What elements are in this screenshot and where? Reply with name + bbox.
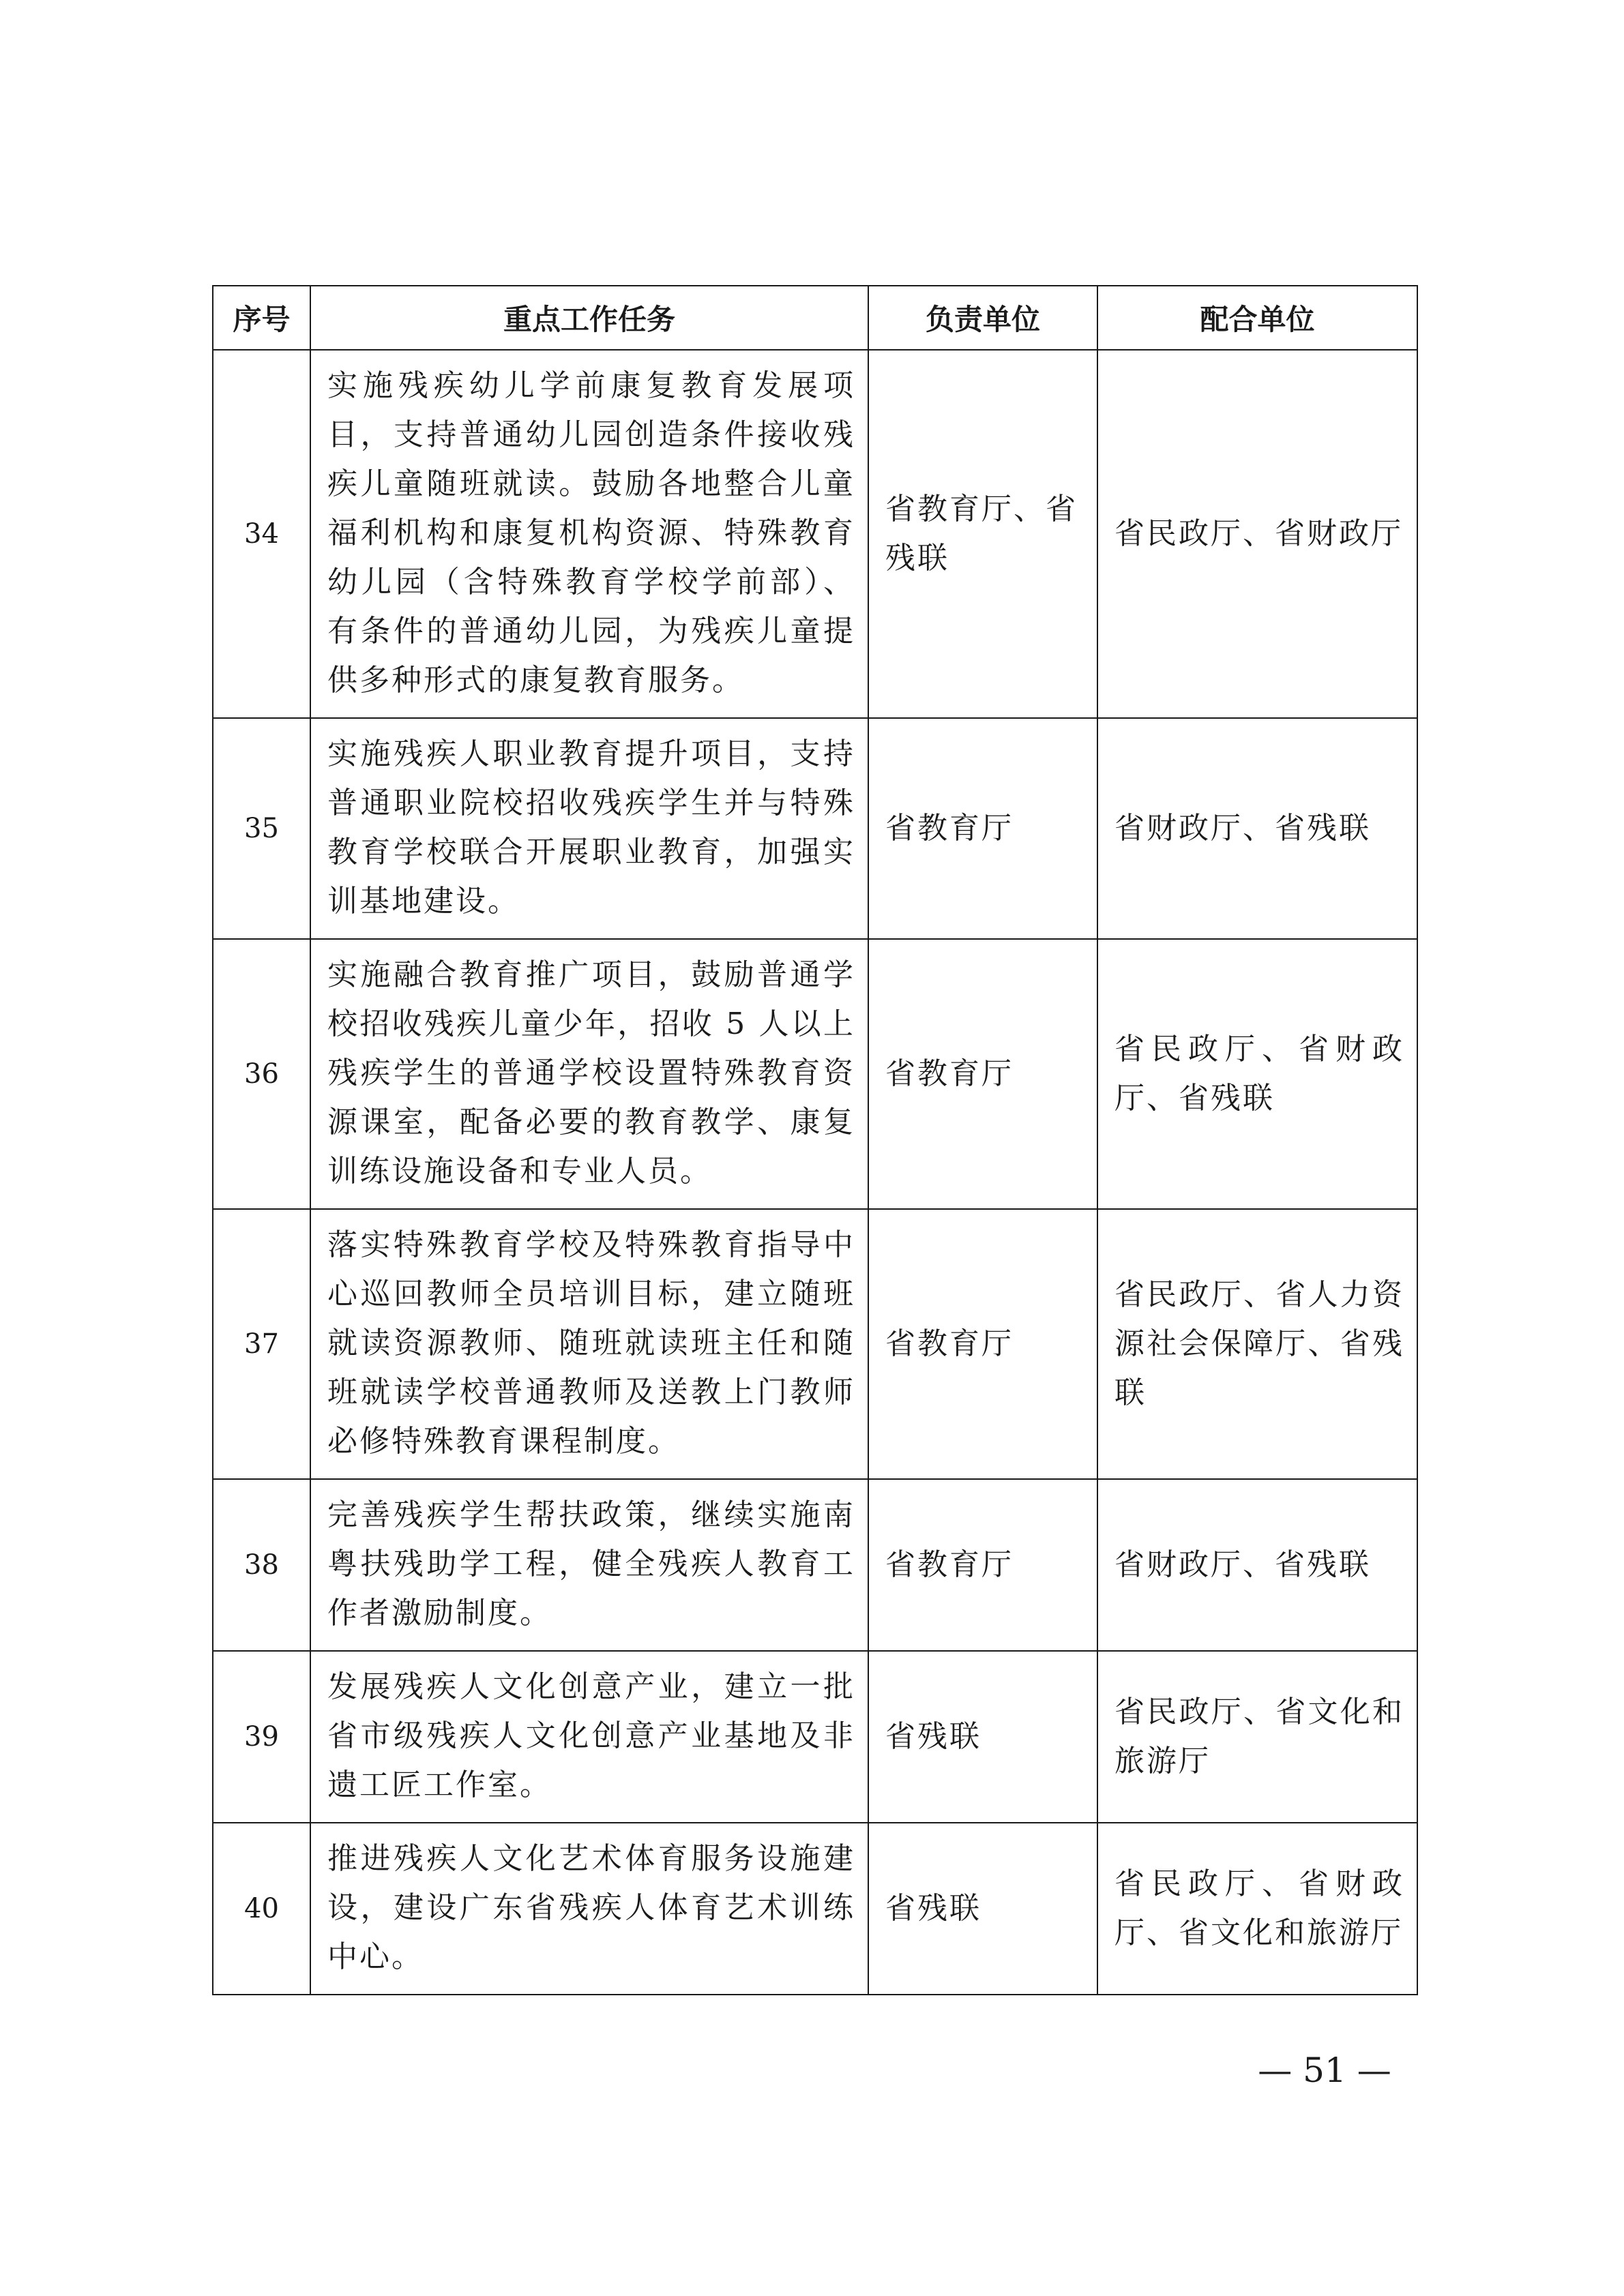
row-responsible-unit: 省教育厅 xyxy=(868,1209,1097,1479)
row-cooperating-unit: 省民政厅、省财政厅 xyxy=(1097,350,1417,718)
row-task-text: 实施残疾幼儿学前康复教育发展项目，支持普通幼儿园创造条件接收残疾儿童随班就读。鼓励各地整合儿童福利机构和康复机构资源、特殊教育幼儿园（含特殊教育学校学前部）、有条件的普通幼儿园，为残疾儿童提供多种形式的康复教育服务。 xyxy=(310,350,868,718)
row-serial-number: 35 xyxy=(213,718,310,939)
row-cooperating-unit: 省财政厅、省残联 xyxy=(1097,718,1417,939)
row-responsible-unit: 省教育厅 xyxy=(868,1479,1097,1651)
row-serial-number: 36 xyxy=(213,939,310,1209)
table-row xyxy=(213,939,1417,1209)
row-task-text: 完善残疾学生帮扶政策，继续实施南粤扶残助学工程，健全残疾人教育工作者激励制度。 xyxy=(310,1479,868,1651)
table-row xyxy=(213,1209,1417,1479)
row-task-text: 推进残疾人文化艺术体育服务设施建设，建设广东省残疾人体育艺术训练中心。 xyxy=(310,1823,868,1995)
header-serial-number: 序号 xyxy=(213,286,310,350)
row-serial-number: 34 xyxy=(213,350,310,718)
row-responsible-unit: 省教育厅 xyxy=(868,718,1097,939)
header-key-task: 重点工作任务 xyxy=(310,286,868,350)
header-cooperating-unit: 配合单位 xyxy=(1097,286,1417,350)
row-cooperating-unit: 省财政厅、省残联 xyxy=(1097,1479,1417,1651)
page-number: — 51 — xyxy=(1258,2051,1391,2090)
task-table xyxy=(212,285,1418,1995)
row-serial-number: 37 xyxy=(213,1209,310,1479)
row-responsible-unit: 省教育厅 xyxy=(868,939,1097,1209)
row-responsible-unit: 省教育厅、省残联 xyxy=(868,350,1097,718)
table-row xyxy=(213,1479,1417,1651)
row-task-text: 实施残疾人职业教育提升项目，支持普通职业院校招收残疾学生并与特殊教育学校联合开展职业教育，加强实训基地建设。 xyxy=(310,718,868,939)
row-serial-number: 40 xyxy=(213,1823,310,1995)
row-responsible-unit: 省残联 xyxy=(868,1823,1097,1995)
row-task-text: 落实特殊教育学校及特殊教育指导中心巡回教师全员培训目标，建立随班就读资源教师、随班就读班主任和随班就读学校普通教师及送教上门教师必修特殊教育课程制度。 xyxy=(310,1209,868,1479)
row-responsible-unit: 省残联 xyxy=(868,1651,1097,1823)
table-header-row xyxy=(213,286,1417,350)
row-task-text: 实施融合教育推广项目，鼓励普通学校招收残疾儿童少年，招收 5 人以上残疾学生的普通学校设置特殊教育资源课室，配备必要的教育教学、康复训练设施设备和专业人员。 xyxy=(310,939,868,1209)
header-responsible-unit: 负责单位 xyxy=(868,286,1097,350)
table-row xyxy=(213,350,1417,718)
row-cooperating-unit: 省民政厅、省人力资源社会保障厅、省残联 xyxy=(1097,1209,1417,1479)
row-serial-number: 39 xyxy=(213,1651,310,1823)
row-serial-number: 38 xyxy=(213,1479,310,1651)
table-row xyxy=(213,1823,1417,1995)
row-cooperating-unit: 省民政厅、省财政厅、省文化和旅游厅 xyxy=(1097,1823,1417,1995)
row-cooperating-unit: 省民政厅、省文化和旅游厅 xyxy=(1097,1651,1417,1823)
table-row xyxy=(213,1651,1417,1823)
row-cooperating-unit: 省民政厅、省财政厅、省残联 xyxy=(1097,939,1417,1209)
table-row xyxy=(213,718,1417,939)
row-task-text: 发展残疾人文化创意产业，建立一批省市级残疾人文化创意产业基地及非遗工匠工作室。 xyxy=(310,1651,868,1823)
